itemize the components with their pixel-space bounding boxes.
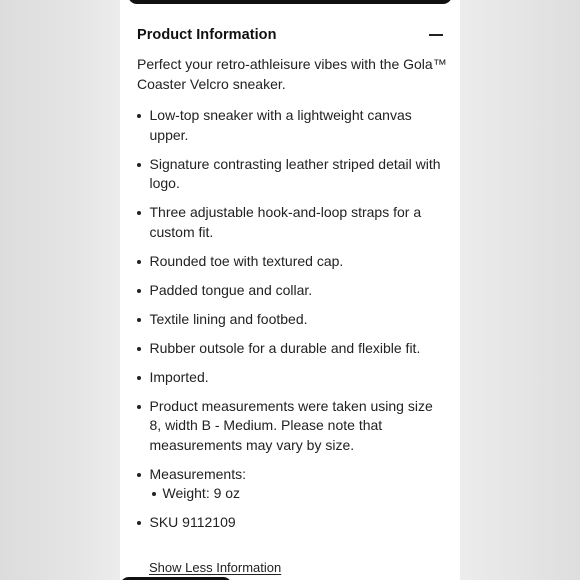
measurements-list	[150, 484, 447, 504]
measurements-label: Measurements:	[149, 465, 246, 482]
show-less-link[interactable]: Show Less Information	[149, 560, 282, 575]
sku-item: SKU 9112109	[137, 513, 446, 533]
measurement-weight: Weight: 9 oz	[150, 484, 447, 504]
section-title: Product Information	[137, 27, 277, 43]
feature-item: Rounded toe with textured cap.	[137, 252, 446, 272]
feature-list	[137, 106, 446, 542]
section-header[interactable]	[137, 24, 443, 46]
collapse-button[interactable]	[421, 24, 443, 46]
minus-icon	[429, 34, 443, 36]
feature-item: Three adjustable hook-and-loop straps for a custom fit.	[137, 203, 446, 242]
product-intro: Perfect your retro-athleisure vibes with the Gola™ Coaster Velcro sneaker.	[137, 56, 447, 92]
top-bar	[128, 0, 452, 4]
feature-item: Low-top sneaker with a lightweight canvas upper.	[137, 106, 446, 145]
feature-item: Imported.	[137, 368, 446, 388]
feature-item: Product measurements were taken using size 8, width B - Medium. Please note that measurements may vary by size.	[137, 397, 446, 456]
product-info-panel	[120, 0, 460, 580]
feature-item: Rubber outsole for a durable and flexible fit.	[137, 339, 446, 359]
feature-item: Textile lining and footbed.	[137, 310, 446, 330]
feature-item: Padded tongue and collar.	[137, 281, 446, 301]
feature-item: Signature contrasting leather striped detail with logo.	[137, 155, 446, 194]
measurements-item	[137, 465, 446, 504]
